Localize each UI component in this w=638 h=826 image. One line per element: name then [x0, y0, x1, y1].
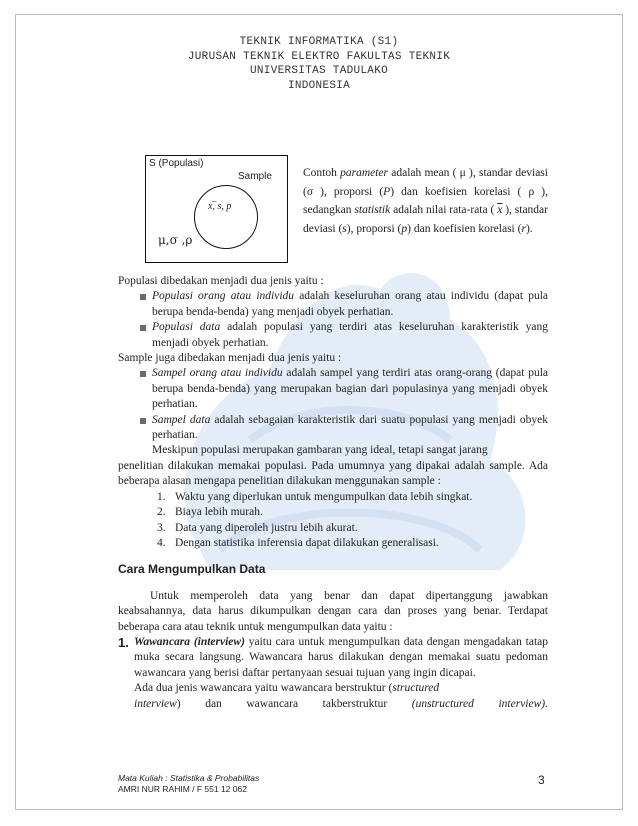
document-header	[0, 35, 638, 93]
square-bullet-icon	[140, 325, 146, 331]
numbered-item: 3. Data yang diperoleh justru lebih akurat.	[157, 521, 358, 534]
header-line-2: JURUSAN TEKNIK ELEKTRO FAKULTAS TEKNIK	[187, 50, 451, 63]
footer-author: AMRI NUR RAHIM / F 551 12 062	[118, 783, 247, 794]
xbar-mark: _	[212, 193, 217, 203]
page-number: 3	[538, 773, 545, 787]
footer-course: Mata Kuliah : Statistika & Probabilitas	[118, 773, 260, 783]
numbered-item: 4. Dengan statistika inferensia dapat dilakukan generalisasi.	[157, 536, 439, 549]
paragraph: Untuk memperoleh data yang benar dan dapat dipertanggung jawabkan keabsahannya, data harus dikumpulkan dengan cara dan proses yang benar. Terdapat beberapa cara atau teknik untuk mengumpulkan data yaitu :	[118, 589, 548, 633]
sample-label: Sample	[238, 171, 272, 182]
bullet-item: Populasi orang atau individu adalah keseluruhan orang atau individu (dapat pula berupa benda-benda) yang menjadi obyek perhatian.	[118, 289, 548, 320]
justified-line: interview) dan wawancara takberstruktur (unstructured interview).	[134, 697, 548, 710]
main-body	[118, 274, 548, 712]
diagram-explanation: Contoh parameter adalah mean ( μ ), standar deviasi (σ ), proporsi (P) dan koefisien korelasi ( ρ ), sedangkan statistik adalah nilai rata-rata ( $\overline{x}$ ), standar deviasi (s), proporsi (p) dan koefisien korelasi (r).	[303, 167, 548, 235]
section-heading: Cara Mengumpulkan Data	[118, 562, 266, 577]
method-item: 1. Wawancara (interview) yaitu cara untuk mengumpulkan data dengan mengadakan tatap muka secara langsung. Wawancara harus dilakukan dengan memakai suatu pedoman wawancara yang berisi daftar pertanyaan sesuai tujuan yang ingin dicapai.	[118, 634, 548, 679]
square-bullet-icon	[140, 371, 146, 377]
bullet-item: Sampel data adalah sebagaian karakteristik dari suatu populasi yang menjadi obyek perhatian.	[118, 413, 548, 444]
numbered-item: 1. Waktu yang diperlukan untuk mengumpulkan data lebih singkat.	[157, 490, 473, 503]
population-label: S (Populasi)	[149, 158, 204, 169]
header-line-4: INDONESIA	[287, 79, 351, 92]
paragraph: Sample juga dibedakan menjadi dua jenis yaitu :	[118, 352, 342, 365]
footer	[118, 773, 259, 794]
paragraph: Populasi dibedakan menjadi dua jenis yaitu :	[118, 275, 324, 287]
sample-statistics: x, s, p	[208, 201, 232, 212]
header-line-1: TEKNIK INFORMATIKA (S1)	[239, 36, 399, 48]
sample-circle	[194, 185, 258, 249]
paragraph: Ada dua jenis wawancara yaitu wawancara berstruktur (structured	[134, 682, 440, 695]
numbered-item: 2. Biaya lebih murah.	[157, 506, 263, 519]
square-bullet-icon	[140, 294, 146, 300]
bullet-item: Sampel orang atau individu adalah sampel yang terdiri atas orang-orang (dapat pula berupa benda-benda) yang merupakan bagian dari populasinya yang menjadi obyek perhatian.	[118, 366, 548, 412]
paragraph: penelitian dilakukan memakai populasi. Pada umumnya yang dipakai adalah sample. Ada beberapa alasan mengapa penelitian dilakukan menggunakan sample :	[118, 459, 548, 488]
population-parameters: μ,σ ,ρ	[158, 233, 193, 247]
header-line-3: UNIVERSITAS TADULAKO	[249, 65, 389, 77]
square-bullet-icon	[140, 418, 146, 424]
bullet-item: Populasi data adalah populasi yang terdiri atas keseluruhan karakteristik yang menjadi obyek perhatian.	[118, 320, 548, 351]
paragraph-indented: Meskipun populasi merupakan gambaran yang ideal, tetapi sangat jarang	[152, 444, 488, 457]
population-sample-diagram	[145, 155, 288, 263]
